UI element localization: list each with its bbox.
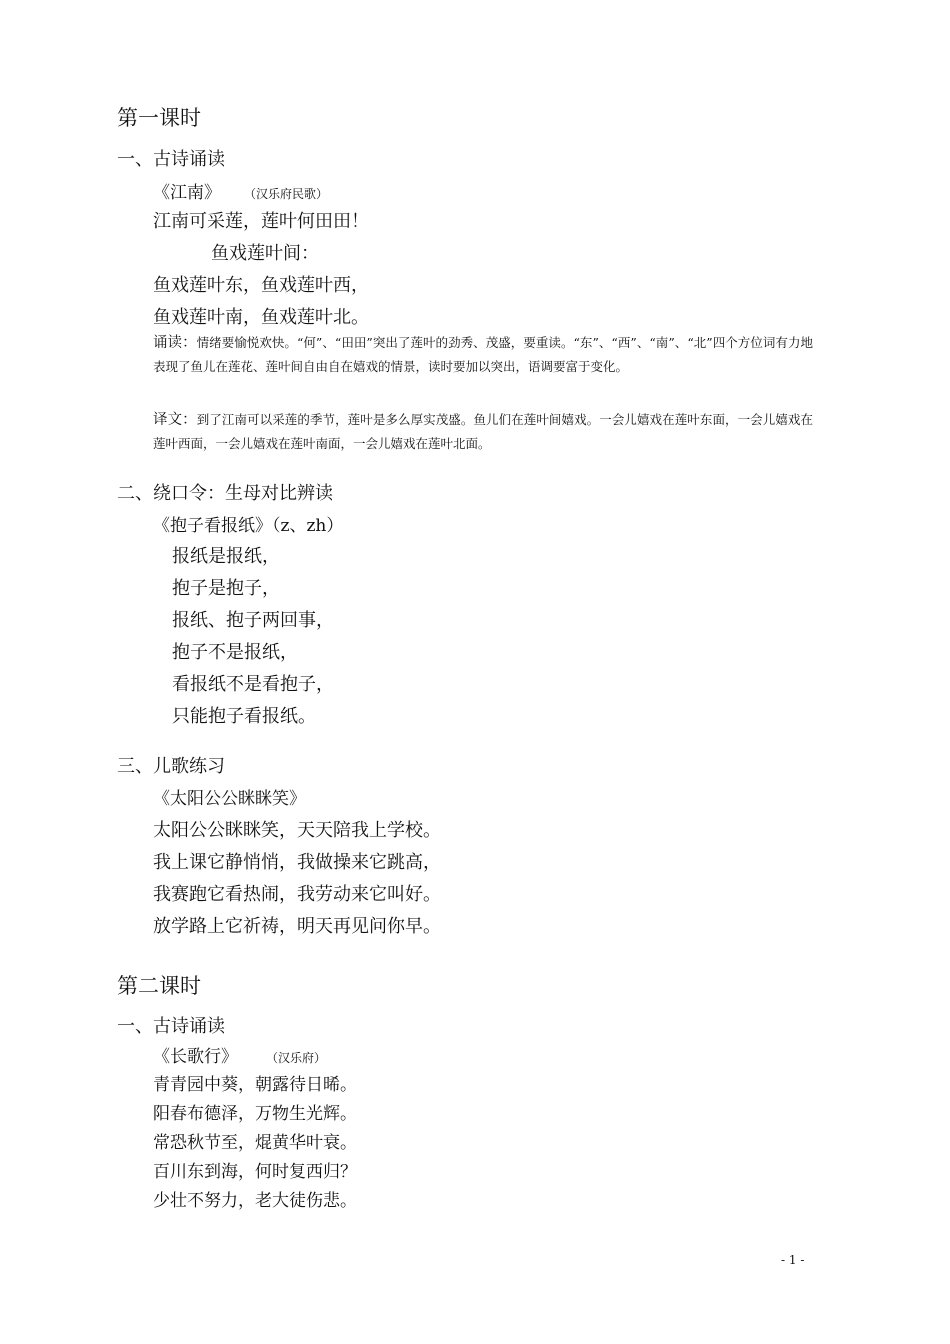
poem-line: 放学路上它祈祷，明天再见问你早。	[153, 916, 441, 937]
poem-line: 鱼戏莲叶东，鱼戏莲叶西，	[153, 275, 369, 296]
poem-line: 鱼戏莲叶间：	[211, 243, 319, 264]
poem-line: 百川东到海，何时复西归？	[153, 1162, 357, 1182]
lesson-2-title: 第二课时	[117, 974, 201, 998]
poem-line: 青青园中葵，朝露待日晞。	[153, 1075, 357, 1095]
poem-line: 阳春布德泽，万物生光辉。	[153, 1104, 357, 1124]
poem-line: 报纸、抱子两回事，	[172, 610, 334, 631]
poem-title-sun: 《太阳公公眯眯笑》	[153, 789, 306, 809]
reading-note-label: 诵读：	[153, 335, 197, 351]
poem-line: 看报纸不是看抱子，	[172, 674, 334, 695]
section-3-heading: 三、儿歌练习	[117, 756, 225, 777]
reading-note-text: 情绪要愉悦欢快。“何”、“田田”突出了莲叶的劲秀、茂盛，要重读。“东”、“西”、“南”、“北”四个方位词有力地表现了鱼儿在莲花、莲叶间自由自在嬉戏的情景，读时要加以突出，语调要富于变化。	[153, 335, 814, 374]
poem-line: 抱子不是报纸，	[172, 642, 298, 663]
poem-line: 我赛跑它看热闹，我劳动来它叫好。	[153, 884, 441, 905]
section-2-heading: 二、绕口令：生母对比辨读	[117, 483, 333, 504]
poem-author-jiangnan: （汉乐府民歌）	[244, 187, 329, 201]
poem-line: 我上课它静悄悄，我做操来它跳高，	[153, 852, 441, 873]
poem-line: 抱子是抱子，	[172, 578, 280, 599]
poem-title-changgexing: 《长歌行》	[153, 1047, 238, 1067]
poem-line: 太阳公公眯眯笑，天天陪我上学校。	[153, 820, 441, 841]
section-1-heading: 一、古诗诵读	[117, 149, 225, 170]
poem-title-tongue-twister: 《抱子看报纸》（z、zh）	[153, 516, 344, 536]
poem-title-jiangnan: 《江南》	[153, 183, 221, 203]
poem-author-changgexing: （汉乐府）	[266, 1051, 327, 1065]
translation-note	[153, 408, 813, 456]
poem-line: 只能抱子看报纸。	[172, 706, 316, 727]
page-number: - 1 -	[781, 1253, 805, 1267]
reading-note	[153, 331, 813, 379]
lesson-2-section-1-heading: 一、古诗诵读	[117, 1016, 225, 1037]
lesson-1-title: 第一课时	[117, 106, 201, 130]
poem-line: 常恐秋节至，焜黄华叶衰。	[153, 1133, 357, 1153]
translation-note-text: 到了江南可以采莲的季节，莲叶是多么厚实茂盛。鱼儿们在莲叶间嬉戏。一会儿嬉戏在莲叶东面，一会儿嬉戏在莲叶西面，一会儿嬉戏在莲叶南面，一会儿嬉戏在莲叶北面。	[153, 412, 813, 451]
translation-note-label: 译文：	[153, 412, 197, 428]
poem-line: 报纸是报纸，	[172, 546, 280, 567]
poem-line: 江南可采莲，莲叶何田田！	[153, 211, 369, 232]
poem-line: 少壮不努力，老大徒伤悲。	[153, 1191, 357, 1211]
poem-line: 鱼戏莲叶南，鱼戏莲叶北。	[153, 307, 369, 328]
